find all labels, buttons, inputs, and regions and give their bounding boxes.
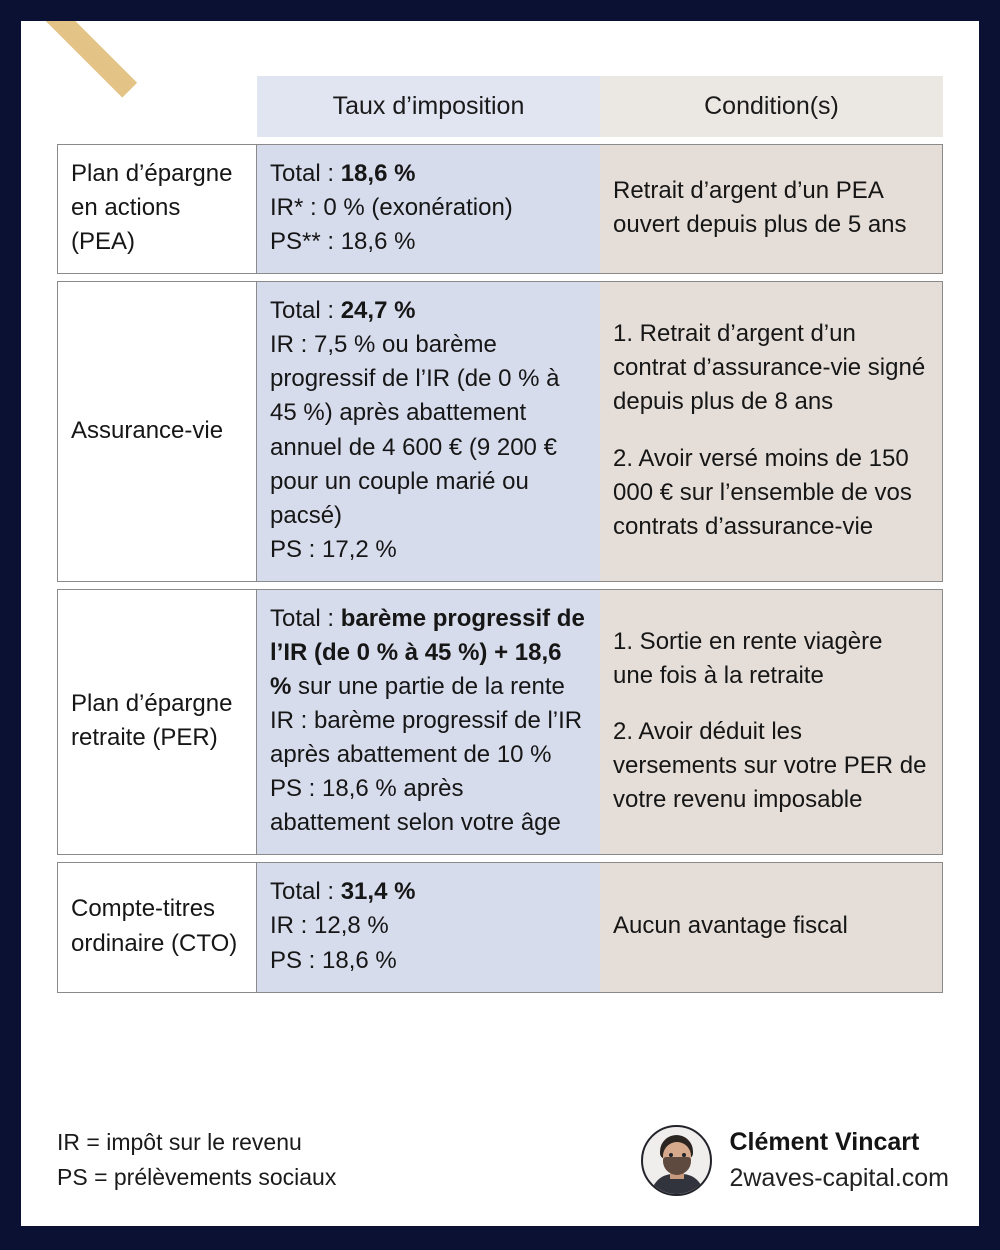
rate-line	[270, 704, 587, 772]
rate-line-label: Total :	[270, 160, 341, 187]
rate-line-value: 31,4 %	[340, 878, 416, 906]
rate-line	[270, 191, 587, 225]
rate-line-label: Total :	[270, 604, 341, 632]
rate-line	[270, 875, 587, 909]
rate-line-label: Total :	[270, 878, 341, 906]
rate-line-value: 7,5 % ou barème progressif de l’IR (de 0 % à 45 %) après abattement annuel de 4 600 € (9 200 € pour un couple marié ou pacsé)	[270, 331, 560, 529]
legend-line-ir: IR = impôt sur le revenu	[57, 1129, 302, 1156]
condition-item: 1. Retrait d’argent d’un contrat d’assurance-vie signé depuis plus de 8 ans	[613, 320, 926, 416]
rate-line-value: 18,6 % après abattement selon votre âge	[270, 775, 561, 837]
condition-item: 1. Sortie en rente viagère une fois à la retraite	[613, 627, 883, 690]
cell-tax-rate	[257, 589, 600, 856]
rate-line-value: 12,8 %	[314, 912, 389, 940]
rate-line-value: 0 % (exonération)	[323, 194, 513, 222]
rate-line	[270, 533, 587, 567]
rate-line-value: 24,7 %	[340, 297, 416, 325]
condition-item: 2. Avoir versé moins de 150 000 € sur l’ensemble de vos contrats d’assurance-vie	[613, 444, 912, 540]
footer	[57, 1105, 953, 1215]
cell-tax-rate	[257, 144, 600, 274]
condition-item: Retrait d’argent d’un PEA ouvert depuis plus de 5 ans	[613, 177, 907, 239]
rate-line-value: barème progressif de l’IR après abattement de 10 %	[270, 707, 583, 769]
cell-tax-rate	[257, 281, 600, 582]
rate-line-value: 18,6 %	[340, 160, 416, 187]
cell-product-name: Assurance-vie	[57, 281, 257, 582]
rate-line-label: PS :	[270, 535, 323, 563]
tax-comparison-table	[57, 69, 943, 1000]
table-header	[57, 76, 943, 137]
table-row	[57, 589, 943, 856]
rate-line	[270, 294, 587, 328]
table-row	[57, 281, 943, 582]
cell-product-name: Plan d’épargne en actions (PEA)	[57, 144, 257, 274]
table-row	[57, 862, 943, 992]
cell-product-name: Compte-titres ordinaire (CTO)	[57, 862, 257, 992]
rate-line-label: IR* :	[270, 194, 324, 222]
rate-line-label: Total :	[270, 297, 341, 325]
rate-line-label: IR :	[270, 707, 315, 735]
rate-line-label: PS :	[270, 946, 323, 974]
rate-line-value: 18,6 %	[322, 946, 397, 974]
avatar	[641, 1125, 712, 1196]
content-card	[21, 21, 979, 1226]
rate-line-value: 17,2 %	[322, 535, 397, 563]
avatar-beard	[663, 1157, 691, 1175]
rate-line	[270, 602, 587, 704]
legend-line-ps: PS = prélèvements sociaux	[57, 1164, 337, 1190]
rate-line-tail: sur une partie de la rente	[291, 673, 565, 701]
rate-line	[270, 909, 587, 943]
rate-line	[270, 225, 587, 259]
header-cell-blank	[57, 76, 257, 137]
rate-line-label: PS** :	[270, 228, 341, 256]
rate-line	[270, 944, 587, 978]
rate-line-value: barème progressif de l’IR (de 0 % à 45 %) + 18,6 %	[270, 604, 585, 701]
abbreviation-legend	[57, 1125, 336, 1195]
rate-line	[270, 772, 587, 840]
cell-conditions	[600, 144, 943, 274]
cell-product-name: Plan d’épargne retraite (PER)	[57, 589, 257, 856]
rate-line-label: PS :	[270, 775, 323, 803]
author-credit	[641, 1125, 953, 1196]
rate-line-label: IR :	[270, 331, 315, 359]
cell-conditions	[600, 862, 943, 992]
table-body	[57, 144, 943, 993]
cell-conditions	[600, 281, 943, 582]
cell-tax-rate	[257, 862, 600, 992]
condition-item: Aucun avantage fiscal	[613, 912, 848, 940]
rate-line	[270, 328, 587, 532]
rate-line-label: IR :	[270, 912, 315, 940]
author-website: 2waves-capital.com	[729, 1163, 949, 1192]
author-name: Clément Vincart	[729, 1128, 920, 1156]
condition-item: 2. Avoir déduit les versements sur votre PER de votre revenu imposable	[613, 718, 927, 814]
cell-conditions	[600, 589, 943, 856]
header-cell-tax-rate: Taux d’imposition	[257, 76, 600, 137]
header-cell-conditions: Condition(s)	[600, 76, 943, 137]
rate-line-value: 18,6 %	[340, 228, 416, 256]
header-row	[57, 76, 943, 137]
rate-line	[270, 157, 587, 191]
author-text	[729, 1126, 949, 1194]
table-row	[57, 144, 943, 274]
